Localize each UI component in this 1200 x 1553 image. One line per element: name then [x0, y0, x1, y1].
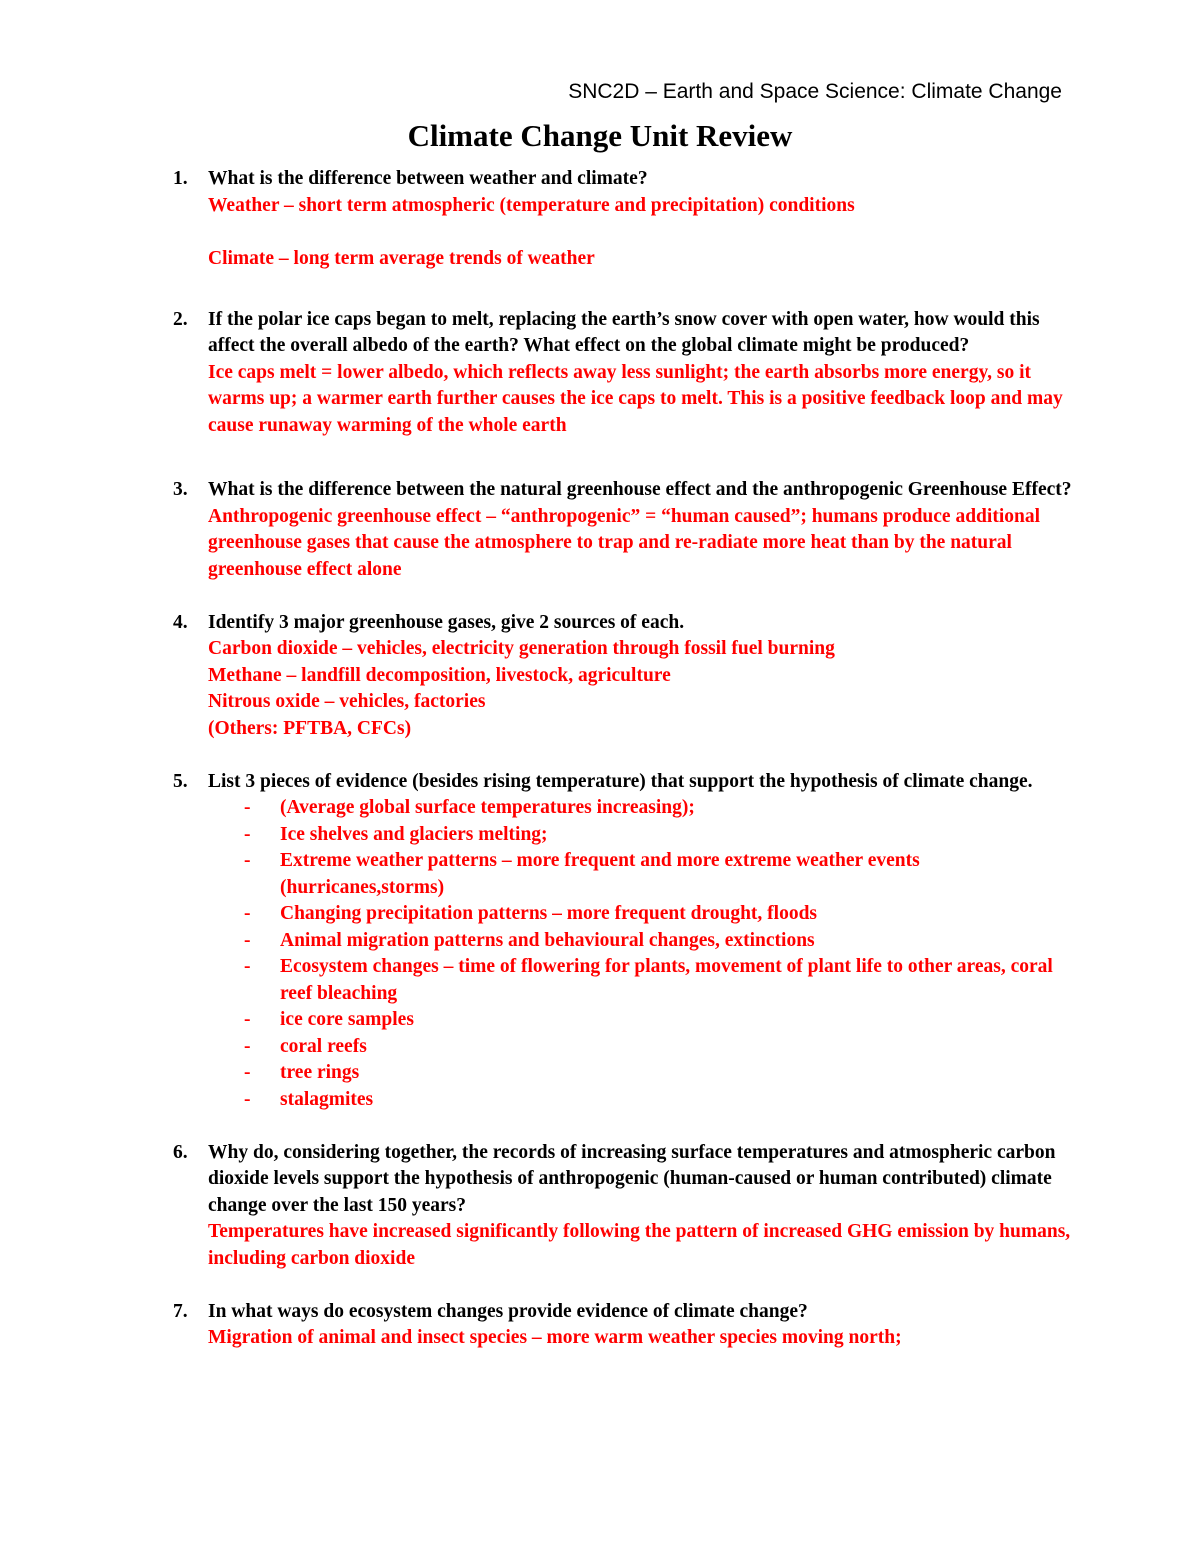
question-text: Why do, considering together, the records of increasing surface temperatures and atmospheric carbon dioxide levels support the hypothesis of anthropogenic (human-caused or human contributed) climate change over the last 150 years? [208, 1141, 1056, 1216]
question-text: If the polar ice caps began to melt, replacing the earth’s snow cover with open water, how would this affect the overall albedo of the earth? What effect on the global climate might be produced? [208, 308, 1040, 356]
question-number: 6. [173, 1141, 188, 1163]
evidence-item [208, 1060, 1080, 1087]
question-number: 1. [173, 168, 188, 189]
evidence-item [208, 928, 1080, 955]
question-text: Identify 3 major greenhouse gases, give 2 sources of each. [208, 611, 685, 633]
evidence-text: Changing precipitation patterns – more frequent drought, floods [280, 903, 818, 924]
evidence-text: coral reefs [280, 1035, 367, 1057]
list-dash: - [244, 1035, 251, 1057]
list-dash: - [244, 903, 251, 924]
evidence-text: tree rings [280, 1062, 360, 1083]
question-item [0, 1299, 1200, 1352]
evidence-item [208, 1034, 1080, 1061]
evidence-item [208, 795, 1080, 822]
question-item [0, 307, 1200, 478]
answer-text: Weather – short term atmospheric (temperature and precipitation) conditions [208, 194, 855, 216]
list-dash: - [244, 1062, 251, 1083]
question-item [0, 769, 1200, 1140]
list-dash: - [244, 929, 251, 951]
answer-text: Migration of animal and insect species – more warm weather species moving north; [208, 1327, 902, 1348]
evidence-item [208, 1087, 1080, 1114]
question-text: List 3 pieces of evidence (besides rising temperature) that support the hypothesis of climate change. [208, 770, 1033, 792]
question-text: What is the difference between weather and climate? [208, 168, 648, 189]
evidence-text: Animal migration patterns and behavioural changes, extinctions [280, 929, 815, 951]
evidence-text: ice core samples [280, 1009, 414, 1030]
evidence-text: (Average global surface temperatures increasing); [280, 797, 695, 818]
answer-text: Methane – landfill decomposition, livestock, agriculture [208, 664, 671, 686]
question-text: What is the difference between the natural greenhouse effect and the anthropogenic Greenhouse Effect? [208, 479, 1072, 500]
page-header: SNC2D – Earth and Space Science: Climate Change [568, 80, 1062, 103]
question-list [0, 166, 1200, 1352]
evidence-item [208, 848, 1080, 901]
answer-text: Carbon dioxide – vehicles, electricity generation through fossil fuel burning [208, 638, 835, 659]
evidence-item [208, 954, 1080, 1007]
list-dash: - [244, 1088, 251, 1110]
answer-text: Nitrous oxide – vehicles, factories [208, 691, 486, 712]
evidence-item [208, 901, 1080, 928]
evidence-text: stalagmites [280, 1088, 374, 1110]
evidence-item [208, 822, 1080, 849]
answer-text: Temperatures have increased significantly following the pattern of increased GHG emission by humans, including carbon dioxide [208, 1221, 1071, 1269]
answer-text: Ice caps melt = lower albedo, which reflects away less sunlight; the earth absorbs more energy, so it warms up; a warmer earth further causes the ice caps to melt. This is a positive feedback loop and may cause runaway warming of the whole earth [208, 361, 1063, 436]
question-number: 7. [173, 1300, 188, 1322]
question-item [0, 610, 1200, 769]
question-number: 3. [173, 479, 188, 500]
evidence-text: Ice shelves and glaciers melting; [280, 823, 548, 845]
question-item [0, 1140, 1200, 1299]
question-number: 2. [173, 308, 188, 330]
evidence-text: Ecosystem changes – time of flowering for plants, movement of plant life to other areas, coral reef bleaching [280, 956, 1053, 1004]
question-item [0, 477, 1200, 610]
page-title: Climate Change Unit Review [407, 118, 793, 153]
list-dash: - [244, 823, 251, 845]
question-number: 5. [173, 770, 188, 792]
answer-text: Climate – long term average trends of weather [208, 247, 595, 269]
list-dash: - [244, 956, 251, 977]
evidence-list [208, 795, 1080, 1113]
evidence-text: Extreme weather patterns – more frequent and more extreme weather events (hurricanes,storms) [280, 850, 920, 898]
question-text: In what ways do ecosystem changes provide evidence of climate change? [208, 1300, 808, 1322]
list-dash: - [244, 1009, 251, 1030]
list-dash: - [244, 850, 251, 871]
list-dash: - [244, 797, 251, 818]
answer-text: Anthropogenic greenhouse effect – “anthropogenic” = “human caused”; humans produce additional greenhouse gases that cause the atmosphere to trap and re-radiate more heat than by the natural greenhouse effect alone [208, 505, 1040, 580]
question-item [0, 166, 1200, 299]
evidence-item [208, 1007, 1080, 1034]
answer-text: (Others: PFTBA, CFCs) [208, 717, 412, 739]
question-number: 4. [173, 611, 188, 633]
